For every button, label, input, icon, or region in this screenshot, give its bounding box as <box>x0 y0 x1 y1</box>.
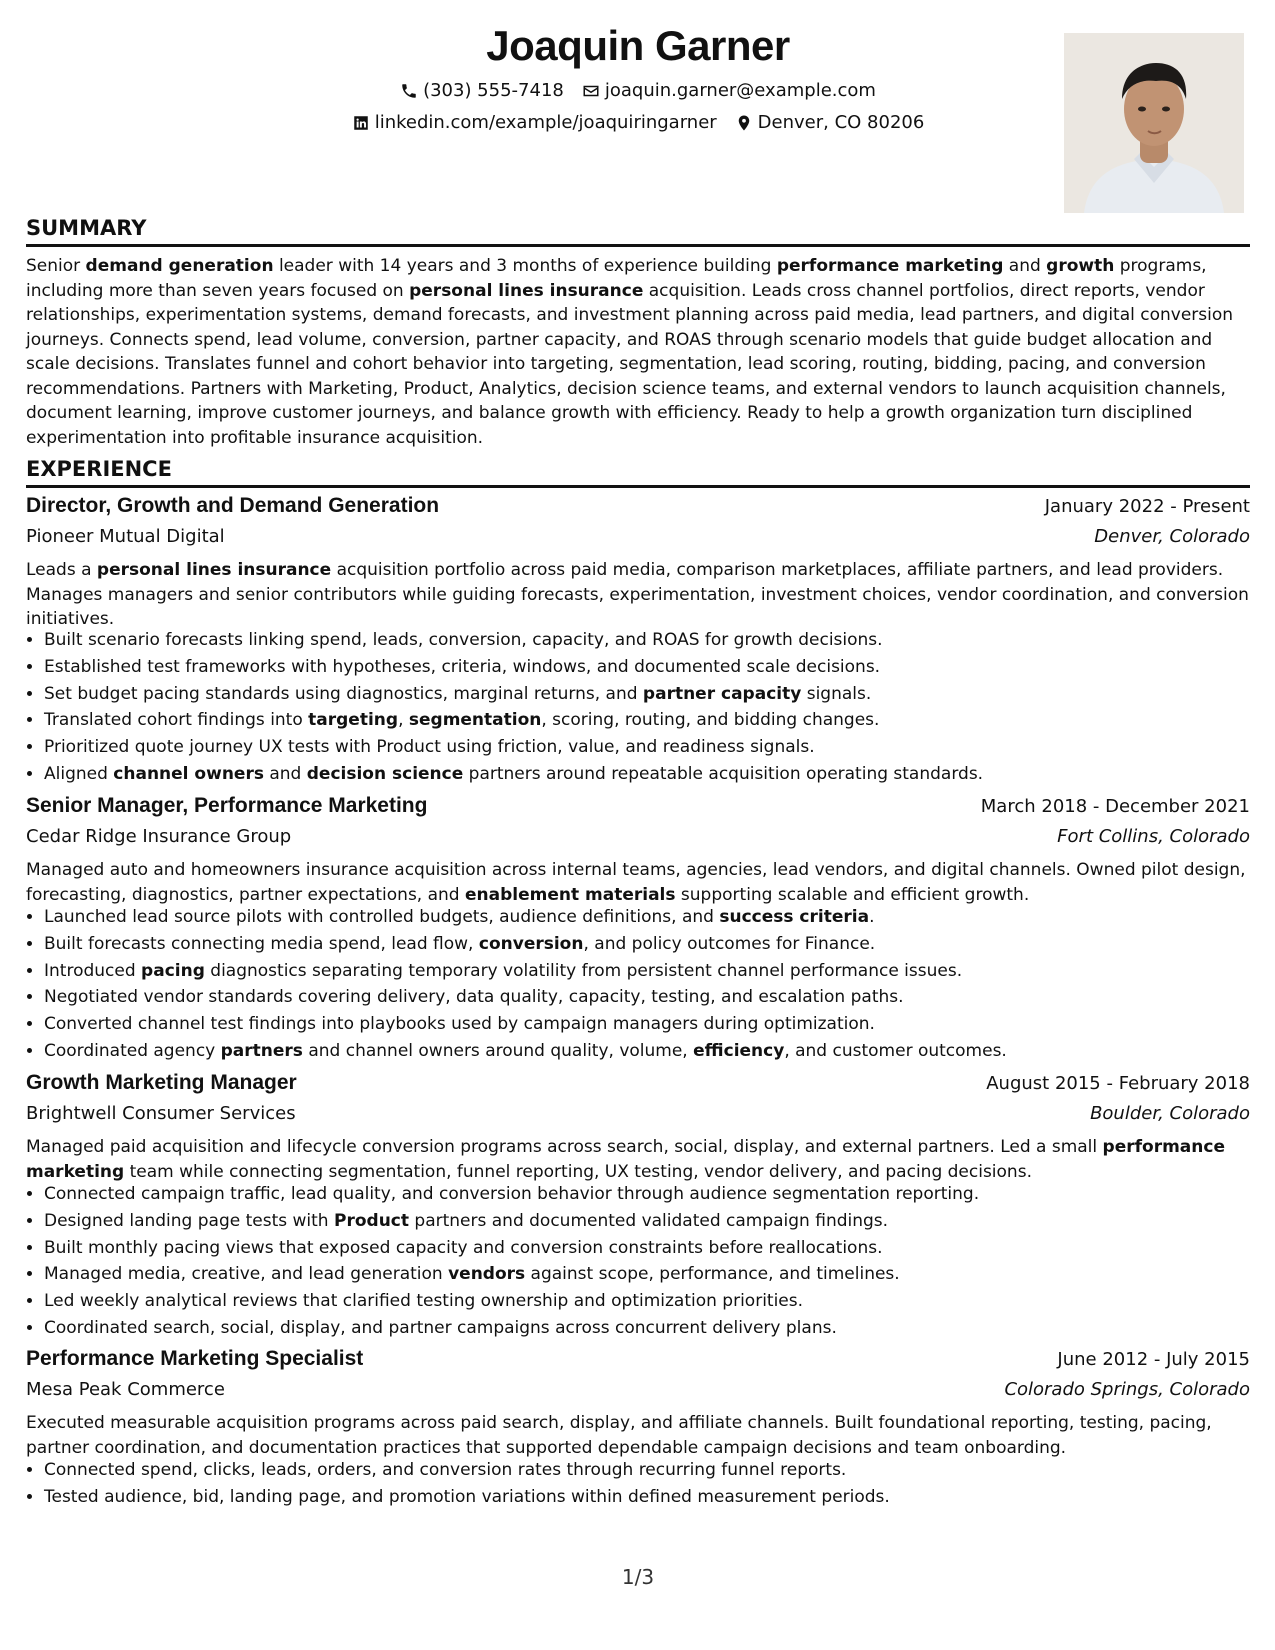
location-2: Fort Collins, Colorado <box>1057 826 1250 847</box>
list-item: • Established test frameworks with hypotheses, criteria, windows, and documented scale decisions. <box>44 654 1268 681</box>
job-title-1: Director, Growth and Demand Generation <box>26 494 440 517</box>
job-bullets-3 <box>26 1181 1268 1342</box>
job-title-4: Performance Marketing Specialist <box>26 1347 364 1370</box>
job-description-4: Executed measurable acquisition programs across paid search, display, and affiliate channels. Built foundational reporting, testing, pacing, partner coordination, and documentation practices that supported dependable campaign decisions and team onboarding. <box>26 1413 1212 1458</box>
job-bullets-4 <box>26 1457 1268 1511</box>
email-text: joaquin.garner@example.com <box>604 80 876 101</box>
company-2: Cedar Ridge Insurance Group <box>26 826 292 847</box>
map-pin-icon <box>735 114 753 132</box>
location-4: Colorado Springs, Colorado <box>1004 1379 1250 1400</box>
summary-heading: SUMMARY <box>26 216 1250 247</box>
job-description-3: Managed paid acquisition and lifecycle conversion programs across search, social, display, and external partners. Led a small performance marketing team while connecting segmentation, funnel reporting, UX testing, vendor delivery, and pacing decisions. <box>26 1137 1225 1182</box>
resume-header <box>26 0 1250 210</box>
list-item: • Converted channel test findings into playbooks used by campaign managers during optimization. <box>44 1011 1268 1038</box>
portrait-illustration <box>1064 33 1244 213</box>
profile-photo <box>1064 33 1244 213</box>
list-item: • Coordinated agency partners and channel owners around quality, volume, efficiency, and customer outcomes. <box>44 1038 1268 1065</box>
job-description-1: Leads a personal lines insurance acquisition portfolio across paid media, comparison marketplaces, affiliate partners, and lead providers. Manages managers and senior contributors while guiding forecasts, experimentation, investment choices, vendor coordination, and conversion initiatives. <box>26 560 1249 629</box>
list-item: • Designed landing page tests with Product partners and documented validated campaign findings. <box>44 1208 1268 1235</box>
company-1: Pioneer Mutual Digital <box>26 526 225 547</box>
job-title-2: Senior Manager, Performance Marketing <box>26 794 428 817</box>
list-item: • Built monthly pacing views that exposed capacity and conversion constraints before reallocations. <box>44 1235 1268 1262</box>
job-dates-2: March 2018 - December 2021 <box>980 796 1250 817</box>
phone-contact[interactable] <box>400 80 564 101</box>
candidate-name: Joaquin Garner <box>486 22 790 69</box>
phone-icon <box>400 82 418 100</box>
list-item: • Connected campaign traffic, lead quality, and conversion behavior through audience segmentation reporting. <box>44 1181 1268 1208</box>
list-item: • Negotiated vendor standards covering delivery, data quality, capacity, testing, and escalation paths. <box>44 984 1268 1011</box>
linkedin-icon <box>352 114 370 132</box>
location-1: Denver, Colorado <box>1094 526 1250 547</box>
location-contact <box>735 112 925 133</box>
linkedin-contact[interactable] <box>352 112 717 133</box>
company-4: Mesa Peak Commerce <box>26 1379 225 1400</box>
linkedin-text: linkedin.com/example/joaquiringarner <box>374 112 717 133</box>
list-item: • Introduced pacing diagnostics separating temporary volatility from persistent channel performance issues. <box>44 958 1268 985</box>
envelope-icon <box>582 82 600 100</box>
list-item: • Managed media, creative, and lead generation vendors against scope, performance, and timelines. <box>44 1261 1268 1288</box>
job-title-3: Growth Marketing Manager <box>26 1071 297 1094</box>
page-number: 1/3 <box>621 1565 655 1589</box>
resume-page <box>26 0 1250 1650</box>
job-description-2: Managed auto and homeowners insurance acquisition across internal teams, agencies, lead vendors, and digital channels. Owned pilot design, forecasting, diagnostics, partner expectations, and enablement materials supporting scalable and efficient growth. <box>26 860 1246 905</box>
location-3: Boulder, Colorado <box>1090 1103 1250 1124</box>
job-dates-1: January 2022 - Present <box>1044 496 1250 517</box>
list-item: • Set budget pacing standards using diagnostics, marginal returns, and partner capacity signals. <box>44 681 1268 708</box>
list-item: • Translated cohort findings into targeting, segmentation, scoring, routing, and bidding changes. <box>44 707 1268 734</box>
summary-text: Senior demand generation leader with 14 years and 3 months of experience building performance marketing and growth programs, including more than seven years focused on personal lines insurance acquisition. Leads cross channel portfolios, direct reports, vendor relationships, experimentation systems, demand forecasts, and investment planning across paid media, lead partners, and digital conversion journeys. Connects spend, lead volume, conversion, partner capacity, and ROAS through scenario models that guide budget allocation and scale decisions. Translates funnel and cohort behavior into targeting, segmentation, lead scoring, routing, bidding, pacing, and conversion recommendations. Partners with Marketing, Product, Analytics, decision science teams, and external vendors to launch acquisition channels, document learning, improve customer journeys, and balance growth with efficiency. Ready to help a growth organization turn disciplined experimentation into profitable insurance acquisition. <box>26 256 1234 448</box>
experience-heading: EXPERIENCE <box>26 457 1250 488</box>
job-dates-4: June 2012 - July 2015 <box>1057 1349 1250 1370</box>
list-item: • Aligned channel owners and decision science partners around repeatable acquisition operating standards. <box>44 761 1268 788</box>
list-item: • Built scenario forecasts linking spend, leads, conversion, capacity, and ROAS for growth decisions. <box>44 627 1268 654</box>
list-item: • Coordinated search, social, display, and partner campaigns across concurrent delivery plans. <box>44 1315 1268 1342</box>
list-item: • Launched lead source pilots with controlled budgets, audience definitions, and success criteria. <box>44 904 1268 931</box>
list-item: • Prioritized quote journey UX tests with Product using friction, value, and readiness signals. <box>44 734 1268 761</box>
list-item: • Tested audience, bid, landing page, and promotion variations within defined measurement periods. <box>44 1484 1268 1511</box>
phone-text: (303) 555-7418 <box>423 80 564 101</box>
list-item: • Led weekly analytical reviews that clarified testing ownership and optimization priorities. <box>44 1288 1268 1315</box>
job-bullets-2 <box>26 904 1268 1065</box>
location-text: Denver, CO 80206 <box>757 112 925 133</box>
job-dates-3: August 2015 - February 2018 <box>986 1073 1250 1094</box>
list-item: • Connected spend, clicks, leads, orders, and conversion rates through recurring funnel reports. <box>44 1457 1268 1484</box>
email-contact[interactable] <box>582 80 876 101</box>
list-item: • Built forecasts connecting media spend, lead flow, conversion, and policy outcomes for Finance. <box>44 931 1268 958</box>
company-3: Brightwell Consumer Services <box>26 1103 296 1124</box>
job-bullets-1 <box>26 627 1268 788</box>
